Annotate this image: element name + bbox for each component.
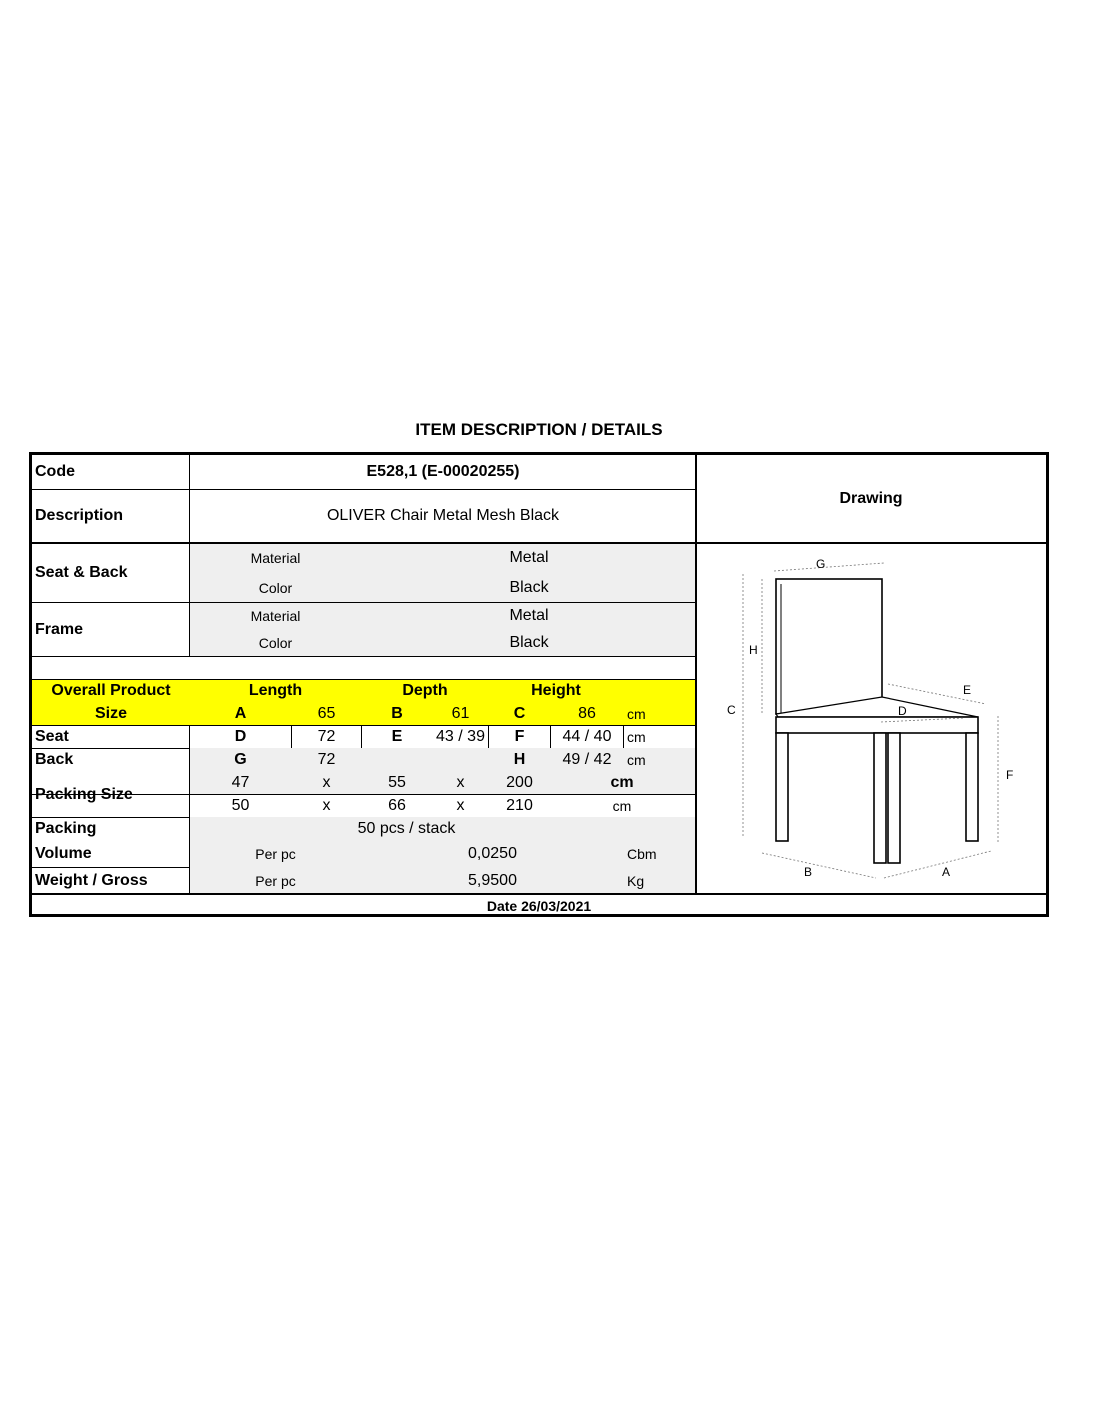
packing-size-row2-length: 50 <box>231 797 250 814</box>
overall-label-line2: Size <box>94 705 127 722</box>
weight-unit: Kg <box>627 872 645 889</box>
packing-size-row1-depth: 55 <box>388 774 406 791</box>
item-details-sheet <box>29 452 1049 917</box>
drawing-letter-b: B <box>804 865 813 879</box>
chair-leg-back-inner <box>888 733 900 863</box>
length-header: Length <box>248 682 303 699</box>
dimension-a-letter: A <box>234 705 247 722</box>
grid-line <box>32 656 696 657</box>
date-stamp: Date 26/03/2021 <box>486 898 592 914</box>
dim-line-g <box>774 563 884 571</box>
packing-size-row2-x1: x <box>322 797 331 814</box>
overall-label-line1: Overall Product <box>51 682 171 699</box>
dimension-h-value: 49 / 42 <box>562 751 612 768</box>
frame-label: Frame <box>35 620 84 638</box>
weight-label: Weight / Gross <box>35 871 148 889</box>
seat-back-color-label: Color <box>258 579 293 596</box>
packing-size-row2-x2: x <box>456 797 465 814</box>
dimension-g-value: 72 <box>317 751 336 768</box>
drawing-letter-a: A <box>942 865 951 879</box>
dimension-e-letter: E <box>391 728 403 745</box>
packing-value: 50 pcs / stack <box>357 820 456 837</box>
dimension-c-letter: C <box>513 705 526 722</box>
volume-unit: Cbm <box>627 846 657 862</box>
back-label: Back <box>35 751 74 768</box>
seat-label: Seat <box>35 728 69 745</box>
dimension-d-value: 72 <box>317 728 336 745</box>
chair-leg-front-right <box>966 733 978 841</box>
dimension-f-value: 44 / 40 <box>562 728 612 745</box>
chair-leg-back <box>874 733 886 863</box>
dimension-d-letter: D <box>234 728 247 745</box>
depth-header: Depth <box>402 682 448 699</box>
description-value: OLIVER Chair Metal Mesh Black <box>326 507 560 524</box>
dimension-e-value: 43 / 39 <box>436 728 485 745</box>
dimension-b-letter: B <box>391 705 403 722</box>
drawing-label: Drawing <box>839 489 903 507</box>
drawing-letter-e: E <box>963 683 972 697</box>
drawing-letter-g: G <box>816 557 826 571</box>
drawing-letter-d: D <box>898 704 907 718</box>
seat-back-material-label: Material <box>250 550 301 566</box>
page-title: ITEM DESCRIPTION / DETAILS <box>415 420 663 439</box>
packing-size-row1-x2: x <box>456 774 465 791</box>
volume-label: Volume <box>35 845 92 862</box>
drawing-letter-h: H <box>749 643 758 657</box>
packing-size-row1-x1: x <box>322 774 331 791</box>
frame-material-value: Metal <box>509 607 549 624</box>
frame-color-label: Color <box>258 635 293 651</box>
drawing-letter-c: C <box>727 703 736 717</box>
code-label: Code <box>35 463 75 480</box>
packing-label: Packing <box>35 820 97 837</box>
dimension-h-letter: H <box>513 751 526 768</box>
drawing-letter-f: F <box>1006 768 1014 782</box>
chair-leg-front-left <box>776 733 788 841</box>
chair-seat-front <box>776 717 978 733</box>
packing-size-row1-length: 47 <box>231 774 250 791</box>
volume-value: 0,0250 <box>468 845 517 862</box>
dimension-f-letter: F <box>514 728 525 745</box>
dimension-g-letter: G <box>234 751 247 768</box>
overall-unit: cm <box>627 706 646 722</box>
chair-backrest <box>776 579 882 714</box>
weight-value: 5,9500 <box>468 871 517 889</box>
description-label: Description <box>35 507 124 524</box>
frame-material-label: Material <box>250 608 301 624</box>
weight-per: Per pc <box>255 872 296 889</box>
dimension-c-value: 86 <box>578 705 596 722</box>
packing-size-label: Packing Size <box>35 785 133 803</box>
packing-size-row1-height: 200 <box>506 774 533 791</box>
seat-unit: cm <box>627 729 646 745</box>
frame-color-value: Black <box>509 634 549 651</box>
dimension-b-value: 61 <box>451 705 470 722</box>
seat-back-color-value: Black <box>509 578 549 596</box>
dim-line-b <box>762 853 876 878</box>
packing-size-row2-unit: cm <box>612 798 632 814</box>
volume-per: Per pc <box>255 846 296 862</box>
packing-size-row1-unit: cm <box>610 774 634 791</box>
packing-size-row2-depth: 66 <box>388 797 406 814</box>
seat-back-label: Seat & Back <box>35 564 128 581</box>
seat-back-material-value: Metal <box>509 549 549 566</box>
code-value: E528,1 (E-00020255) <box>366 463 520 480</box>
chair-drawing <box>696 544 1048 894</box>
packing-size-row2-height: 210 <box>506 797 533 814</box>
height-header: Height <box>531 682 581 699</box>
back-unit: cm <box>627 752 646 768</box>
dimension-a-value: 65 <box>317 705 336 722</box>
